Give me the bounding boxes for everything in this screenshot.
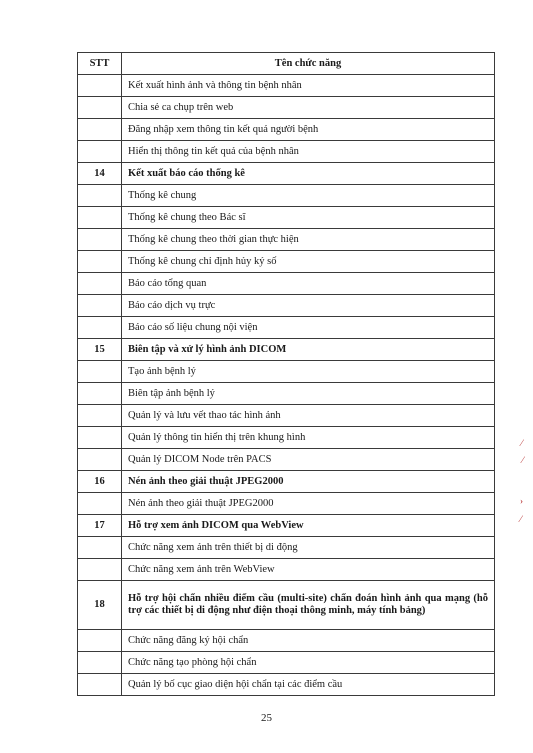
stt-cell [78,207,122,229]
table-row [78,295,495,317]
table-row [78,674,495,696]
stt-cell [78,141,122,163]
table-row [78,630,495,652]
stt-cell [78,537,122,559]
function-name-cell: Kết xuất hình ảnh và thông tin bệnh nhân [122,75,495,97]
table-row [78,273,495,295]
function-name-cell: Hiển thị thông tin kết quả của bệnh nhân [122,141,495,163]
function-name-cell: Báo cáo dịch vụ trực [122,295,495,317]
function-name-cell: Báo cáo số liệu chung nội viện [122,317,495,339]
margin-mark-2: ⁄ [522,455,524,465]
stt-cell [78,559,122,581]
stt-cell [78,97,122,119]
table-row [78,97,495,119]
stt-cell [78,405,122,427]
table-row [78,361,495,383]
stt-cell: 14 [78,163,122,185]
function-name-cell: Thống kê chung theo thời gian thực hiện [122,229,495,251]
stt-cell [78,361,122,383]
function-table [77,52,495,696]
stt-cell [78,251,122,273]
stt-cell [78,185,122,207]
stt-cell: 18 [78,581,122,630]
table-row [78,119,495,141]
margin-mark-1: ⁄ [521,438,523,448]
function-name-cell: Biên tập ảnh bệnh lý [122,383,495,405]
stt-cell [78,652,122,674]
header-stt: STT [78,53,122,75]
table-row [78,229,495,251]
stt-cell: 17 [78,515,122,537]
function-name-cell: Quản lý DICOM Node trên PACS [122,449,495,471]
group-row [78,339,495,361]
function-name-cell: Hỗ trợ hội chẩn nhiều điểm cầu (multi-site) chẩn đoán hình ảnh qua mạng (hỗ trợ các thiết bị di động như điện thoại thông minh, máy tính bảng) [122,581,495,630]
page-number: 25 [261,712,272,724]
table-row [78,207,495,229]
table-row [78,449,495,471]
stt-cell [78,674,122,696]
stt-cell [78,273,122,295]
group-row [78,163,495,185]
group-row [78,515,495,537]
stt-cell: 15 [78,339,122,361]
table-row [78,383,495,405]
function-name-cell: Nén ảnh theo giải thuật JPEG2000 [122,471,495,493]
stt-cell [78,317,122,339]
stt-cell [78,119,122,141]
table-row [78,537,495,559]
function-name-cell: Biên tập và xử lý hình ảnh DICOM [122,339,495,361]
function-name-cell: Thống kê chung [122,185,495,207]
table-row [78,493,495,515]
margin-mark-4: ⁄ [520,514,522,524]
function-name-cell: Hỗ trợ xem ảnh DICOM qua WebView [122,515,495,537]
table-row [78,652,495,674]
function-name-cell: Chức năng tạo phòng hội chẩn [122,652,495,674]
table-row [78,405,495,427]
function-name-cell: Tạo ảnh bệnh lý [122,361,495,383]
function-name-cell: Quản lý và lưu vết thao tác hình ảnh [122,405,495,427]
stt-cell [78,427,122,449]
function-name-cell: Chức năng đăng ký hội chẩn [122,630,495,652]
function-name-cell: Chức năng xem ảnh trên thiết bị di động [122,537,495,559]
table-row [78,141,495,163]
function-name-cell: Nén ảnh theo giải thuật JPEG2000 [122,493,495,515]
function-name-cell: Chia sẻ ca chụp trên web [122,97,495,119]
table-row [78,427,495,449]
function-name-cell: Đăng nhập xem thông tin kết quả người bệnh [122,119,495,141]
table-row [78,559,495,581]
stt-cell [78,449,122,471]
group-row [78,471,495,493]
stt-cell [78,229,122,251]
table-header-row [78,53,495,75]
function-name-cell: Báo cáo tổng quan [122,273,495,295]
stt-cell: 16 [78,471,122,493]
function-name-cell: Quản lý bố cục giao diện hội chẩn tại các điểm cầu [122,674,495,696]
stt-cell [78,493,122,515]
stt-cell [78,295,122,317]
function-name-cell: Thống kê chung chỉ định hủy ký số [122,251,495,273]
function-name-cell: Thống kê chung theo Bác sĩ [122,207,495,229]
function-name-cell: Quản lý thông tin hiển thị trên khung hình [122,427,495,449]
table-body [78,75,495,696]
table-row [78,317,495,339]
stt-cell [78,75,122,97]
margin-mark-3: › [520,496,523,506]
table-row [78,185,495,207]
function-name-cell: Kết xuất báo cáo thống kê [122,163,495,185]
stt-cell [78,383,122,405]
table-row [78,251,495,273]
group-row [78,581,495,630]
table-row [78,75,495,97]
header-function-name: Tên chức năng [122,53,495,75]
function-name-cell: Chức năng xem ảnh trên WebView [122,559,495,581]
stt-cell [78,630,122,652]
